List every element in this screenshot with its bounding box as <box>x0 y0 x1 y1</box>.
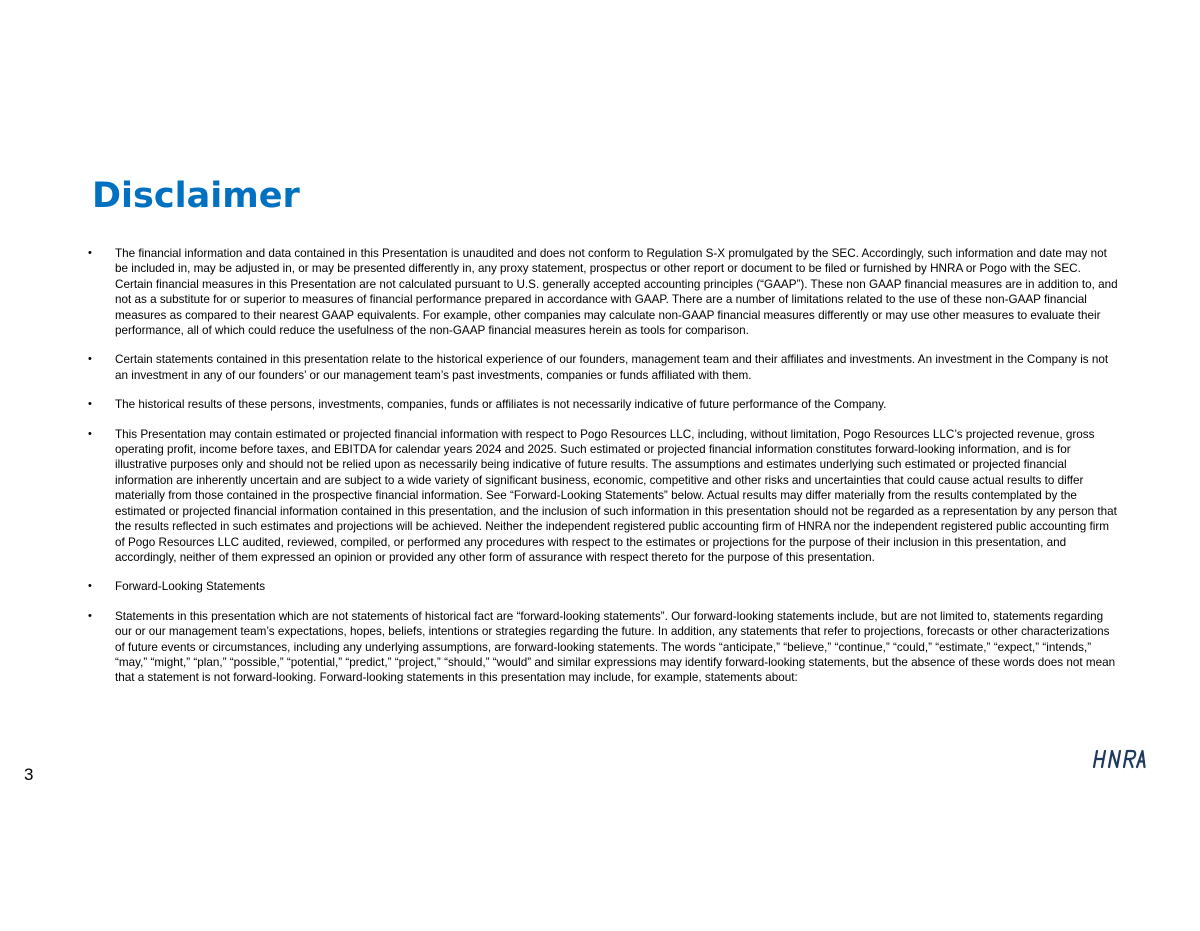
bullet-dot-icon: • <box>88 353 92 366</box>
bullet-text: Certain statements contained in this presentation relate to the historical experience of our founders, management team and their affiliates and investments. An investment in the Company is not an investment in any of our founders’ or our management team’s past investments, companies or funds affiliated with them. <box>115 353 1109 382</box>
page-number: 3 <box>24 765 34 784</box>
bullet-dot-icon: • <box>88 427 92 440</box>
bullet-dot-icon: • <box>88 609 92 622</box>
bullet-item-forward-looking-heading <box>88 579 1118 594</box>
bullet-item-projected-financials <box>88 427 1118 566</box>
bullet-item-forward-looking-statements <box>88 609 1118 686</box>
bullet-text: Forward-Looking Statements <box>115 580 266 594</box>
bullet-dot-icon: • <box>88 247 92 259</box>
hnra-logo <box>1092 748 1146 770</box>
bullet-item-unaudited-financials <box>88 246 1118 338</box>
bullet-text: This Presentation may contain estimated or projected financial information with respect to Pogo Resources LLC, including, without limitation, Pogo Resources LLC’s projected revenue, gross operating profit, income before taxes, and EBITDA for calendar years 2024 and 2025. Such estimated or projected financial information constitutes forward-looking information, and is for illustrative purposes only and should not be relied upon as necessarily being indicative of future results. The assumptions and estimates underlying such estimated or projected financial information are inherently uncertain and are subject to a wide variety of significant business, economic, competitive and other risks and uncertainties that could cause actual results to differ materially from those contained in the prospective financial information. See “Forward-Looking Statements” below. Actual results may differ materially from the results contemplated by the estimated or projected financial information contained in this presentation, and the inclusion of such information in this presentation should not be regarded as a representation by any person that the results reflected in such estimates and projections will be achieved. Neither the independent registered public accounting firm of HNRA nor the independent registered public accounting firm of Pogo Resources LLC audited, reviewed, compiled, or performed any procedures with respect to the estimates or projections for the purpose of their inclusion in this presentation, and accordingly, neither of them expressed an opinion or provided any other form of assurance with respect thereto for the purpose of this presentation. <box>115 427 1117 564</box>
slide-title: Disclaimer <box>92 176 300 216</box>
bullet-dot-icon: • <box>88 398 92 411</box>
disclaimer-bullet-list <box>88 246 1118 700</box>
bullet-text: The historical results of these persons, investments, companies, funds or affiliates is not necessarily indicative of future performance of the Company. <box>115 398 887 412</box>
bullet-text: Statements in this presentation which are not statements of historical fact are “forward-looking statements”. Our forward-looking statements include, but are not limited to, statements regarding our or our management team’s expectations, hopes, beliefs, intentions or strategies regarding the future. In addition, any statements that refer to projections, forecasts or other characterizations of future events or circumstances, including any underlying assumptions, are forward-looking statements. The words “anticipate,” “believe,” “continue,” “could,” “estimate,” “expect,” “intends,” “may,” “might,” “plan,” “possible,” “potential,” “predict,” “project,” “should,” “would” and similar expressions may identify forward-looking statements, but the absence of these words does not mean that a statement is not forward-looking. Forward-looking statements in this presentation may include, for example, statements about: <box>115 609 1116 685</box>
bullet-dot-icon: • <box>88 580 92 593</box>
bullet-item-historical-results <box>88 397 1118 412</box>
bullet-item-historical-experience <box>88 352 1118 383</box>
bullet-text: The financial information and data contained in this Presentation is unaudited and does not conform to Regulation S-X promulgated by the SEC. Accordingly, such information and date may not be included in, may be adjusted in, or may be presented differently in, any proxy statement, prospectus or other report or document to be filed or furnished by HNRA or Pogo with the SEC. Certain financial measures in this Presentation are not calculated pursuant to U.S. generally accepted accounting principles (“GAAP”). These non GAAP financial measures are in addition to, and not as a substitute for or superior to measures of financial performance prepared in accordance with GAAP. There are a number of limitations related to the use of these non-GAAP financial measures as compared to their nearest GAAP equivalents. For example, other companies may calculate non-GAAP financial measures differently or may use other measures to evaluate their performance, all of which could reduce the usefulness of the non-GAAP financial measures herein as tools for comparison. <box>115 247 1118 338</box>
